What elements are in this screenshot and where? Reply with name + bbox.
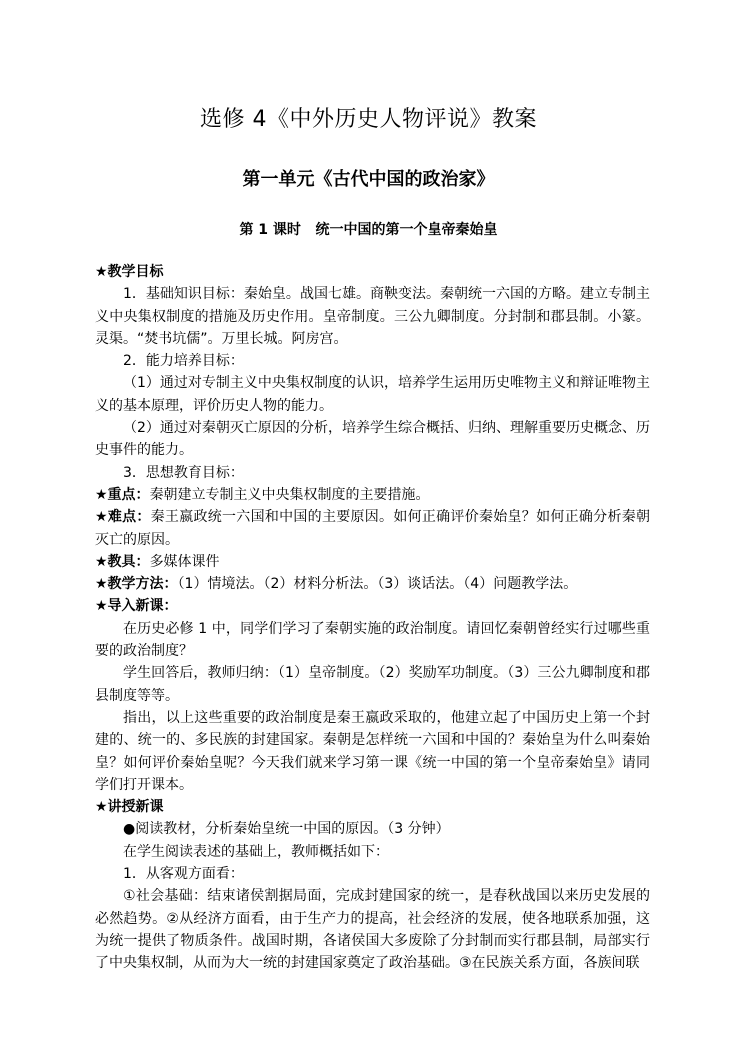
methods-label: ★教学方法： — [95, 576, 178, 593]
key-point-text: 秦朝建立专制主义中央集权制度的主要措施。 — [149, 486, 430, 503]
tools-paragraph — [95, 551, 650, 573]
document-body — [95, 261, 650, 975]
lecture-paragraph-3: 1．从客观方面看： — [123, 866, 244, 883]
difficulty-label: ★难点： — [95, 509, 151, 526]
key-point-paragraph — [95, 484, 650, 506]
goal-2-1-paragraph: （1）通过对专制主义中央集权制度的认识，培养学生运用历史唯物主义和辩证唯物主义的基本原理，评价历史人物的能力。 — [95, 375, 650, 414]
lecture-paragraph-2: 在学生阅读表述的基础上，教师概括如下： — [123, 843, 389, 860]
tools-label: ★教具： — [95, 553, 150, 570]
intro-paragraph-3: 指出，以上这些重要的政治制度是秦王嬴政采取的，他建立起了中国历史上第一个封建的、统一的、多民族的封建国家。秦朝是怎样统一六国和中国的？秦始皇为什么叫秦始皇？如何评价秦始皇呢？今天我们就来学习第一课《统一中国的第一个皇帝秦始皇》请同学们打开课本。 — [95, 709, 650, 793]
tools-text: 多媒体课件 — [149, 553, 220, 570]
goals-heading: ★教学目标 — [95, 264, 164, 280]
lecture-paragraph-1: ●阅读教材，分析秦始皇统一中国的原因。（3 分钟） — [123, 821, 450, 838]
intro-paragraph-1: 在历史必修 1 中，同学们学习了秦朝实施的政治制度。请回忆秦朝曾经实行过哪些重要的政治制度？ — [95, 620, 650, 660]
methods-paragraph — [95, 573, 650, 595]
lecture-heading: ★讲授新课 — [95, 799, 164, 816]
document-title: 选修 4《中外历史人物评说》教案 — [200, 107, 537, 132]
goal-3-paragraph: 3．思想教育目标： — [123, 464, 244, 481]
intro-paragraph-2: 学生回答后，教师归纳：（1）皇帝制度。（2）奖励军功制度。（3）三公九卿制度和郡县制度等等。 — [95, 665, 650, 704]
goal-1-paragraph: 1．基础知识目标：秦始皇。战国七雄。商鞅变法。秦朝统一六国的方略。建立专制主义中央集权制度的措施及历史作用。皇帝制度。三公九卿制度。分封制和郡县制。小篆。灵渠。“焚书坑儒”。万里长城。阿房宫。 — [95, 286, 650, 347]
intro-heading: ★导入新课： — [95, 598, 178, 615]
key-point-label: ★重点： — [95, 486, 150, 503]
goal-2-paragraph: 2．能力培养目标： — [123, 353, 244, 370]
goal-2-2-paragraph: （2）通过对秦朝灭亡原因的分析，培养学生综合概括、归纳、理解重要历史概念、历史事件的能力。 — [95, 420, 650, 459]
difficulty-paragraph — [95, 506, 650, 551]
unit-title: 第一单元《古代中国的政治家》 — [242, 169, 495, 190]
lecture-paragraph-4: ①社会基础：结束诸侯割据局面，完成封建国家的统一，是春秋战国以来历史发展的必然趋势。②从经济方面看，由于生产力的提高，社会经济的发展，使各地联系加强，这为统一提供了物质条件。战国时期，各诸侯国大多废除了分封制而实行郡县制，局部实行了中央集权制，从而为大一统的封建国家奠定了政治基础。③在民族关系方面，各族间联 — [95, 888, 650, 972]
methods-text: （1）情境法。（2）材料分析法。（3）谈话法。（4）问题教学法。 — [177, 576, 578, 593]
difficulty-text: 秦王嬴政统一六国和中国的主要原因。如何正确评价秦始皇？如何正确分析秦朝灭亡的原因。 — [95, 509, 650, 548]
lesson-title: 第 1 课时 统一中国的第一个皇帝秦始皇 — [239, 222, 498, 238]
